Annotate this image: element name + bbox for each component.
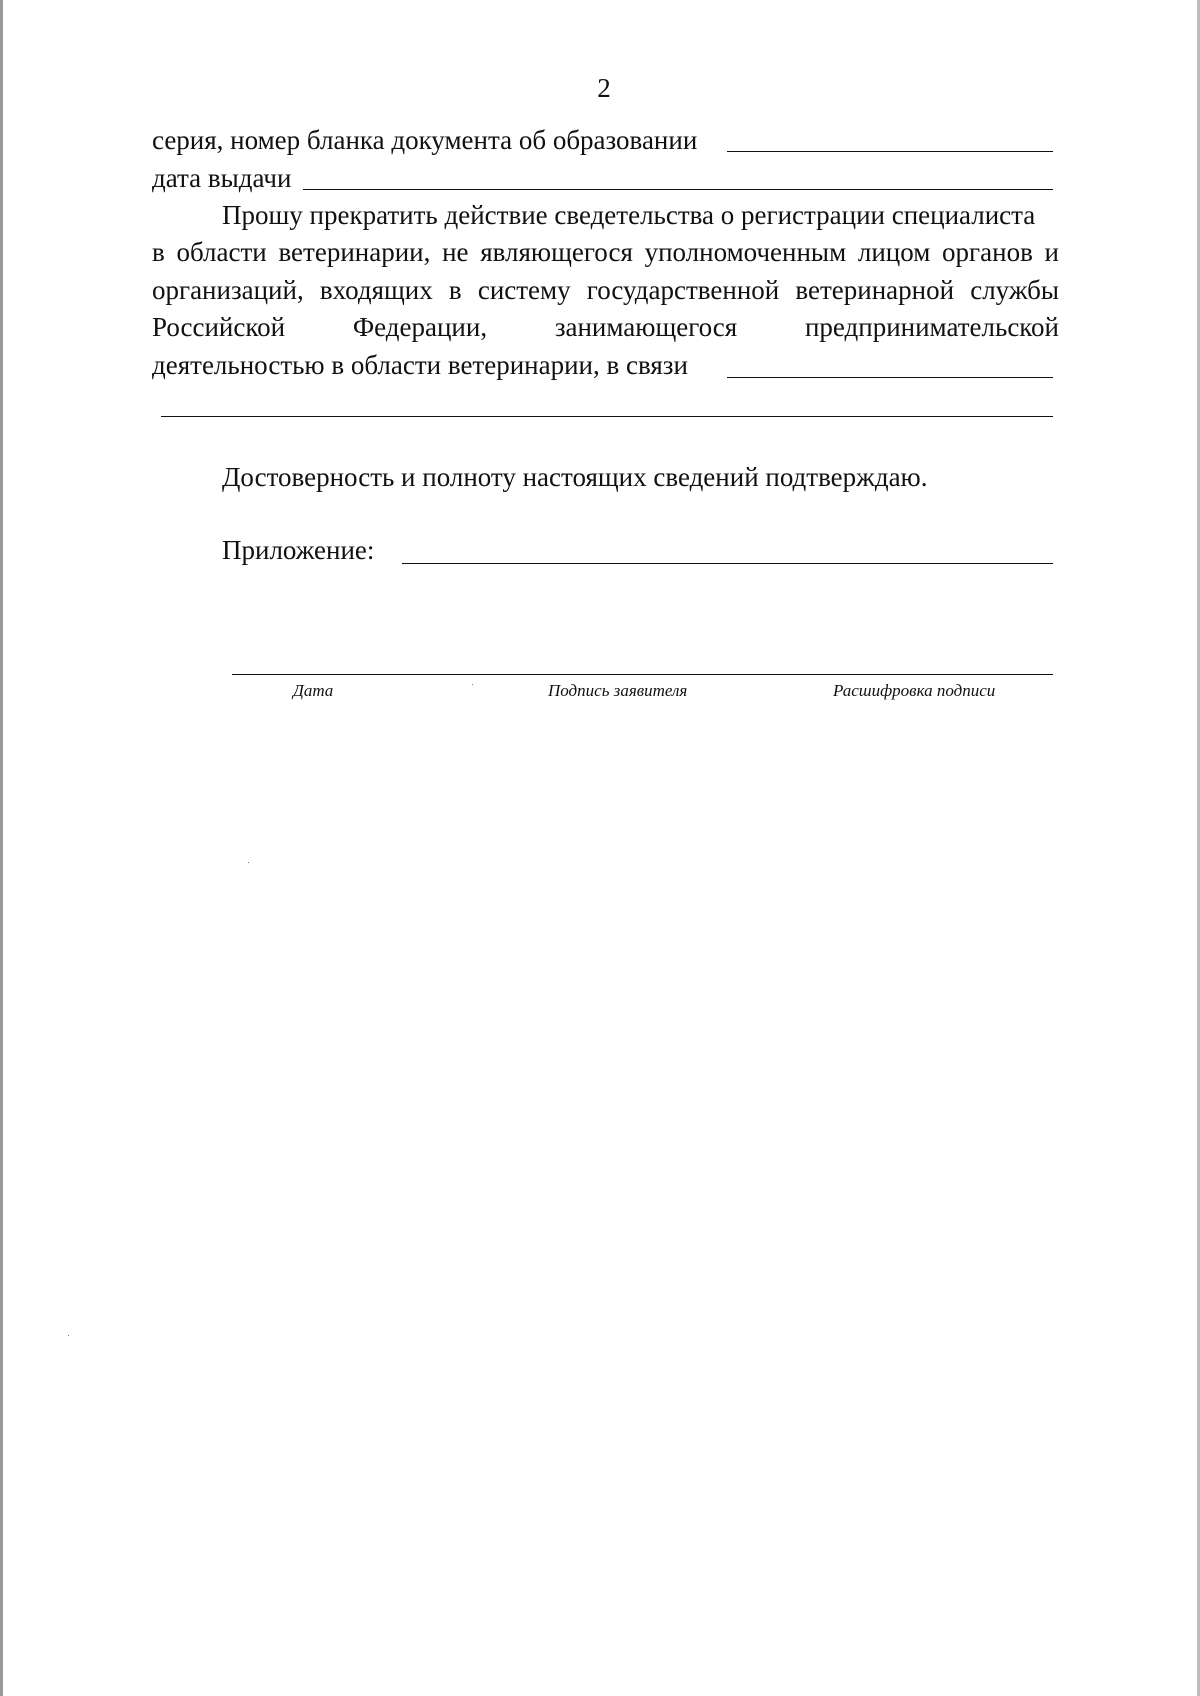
request-line-4: Российской Федерации, занимающегося предпринимательской [152, 312, 1059, 342]
page-number: 2 [597, 73, 611, 103]
reason-field[interactable] [727, 377, 1053, 378]
reason-field-continuation[interactable] [161, 416, 1053, 417]
request-line-2: в области ветеринарии, не являющегося уполномоченным лицом органов и [152, 237, 1059, 267]
signature-caption: Подпись заявителя [548, 681, 688, 700]
signature-transcript-caption: Расшифровка подписи [833, 681, 996, 700]
education-series-label: серия, номер бланка документа об образовании [152, 125, 698, 155]
request-line-5: деятельностью в области ветеринарии, в связи [152, 350, 688, 380]
date-caption: Дата [293, 681, 334, 700]
scan-edge-left [0, 0, 3, 1696]
issue-date-label: дата выдачи [152, 163, 292, 193]
attachment-label: Приложение: [222, 535, 375, 565]
request-line-3: организаций, входящих в систему государственной ветеринарной службы [152, 275, 1059, 305]
issue-date-field[interactable] [303, 189, 1053, 190]
scan-speck [472, 684, 473, 685]
request-line-1: Прошу прекратить действие сведетельства о регистрации специалиста [222, 200, 1036, 230]
education-series-field[interactable] [727, 151, 1053, 152]
signature-line[interactable] [232, 674, 1053, 675]
scan-speck [248, 862, 249, 863]
scan-speck [68, 1335, 69, 1336]
confirmation-text: Достоверность и полноту настоящих сведений подтверждаю. [222, 462, 928, 492]
attachment-field[interactable] [402, 563, 1053, 564]
